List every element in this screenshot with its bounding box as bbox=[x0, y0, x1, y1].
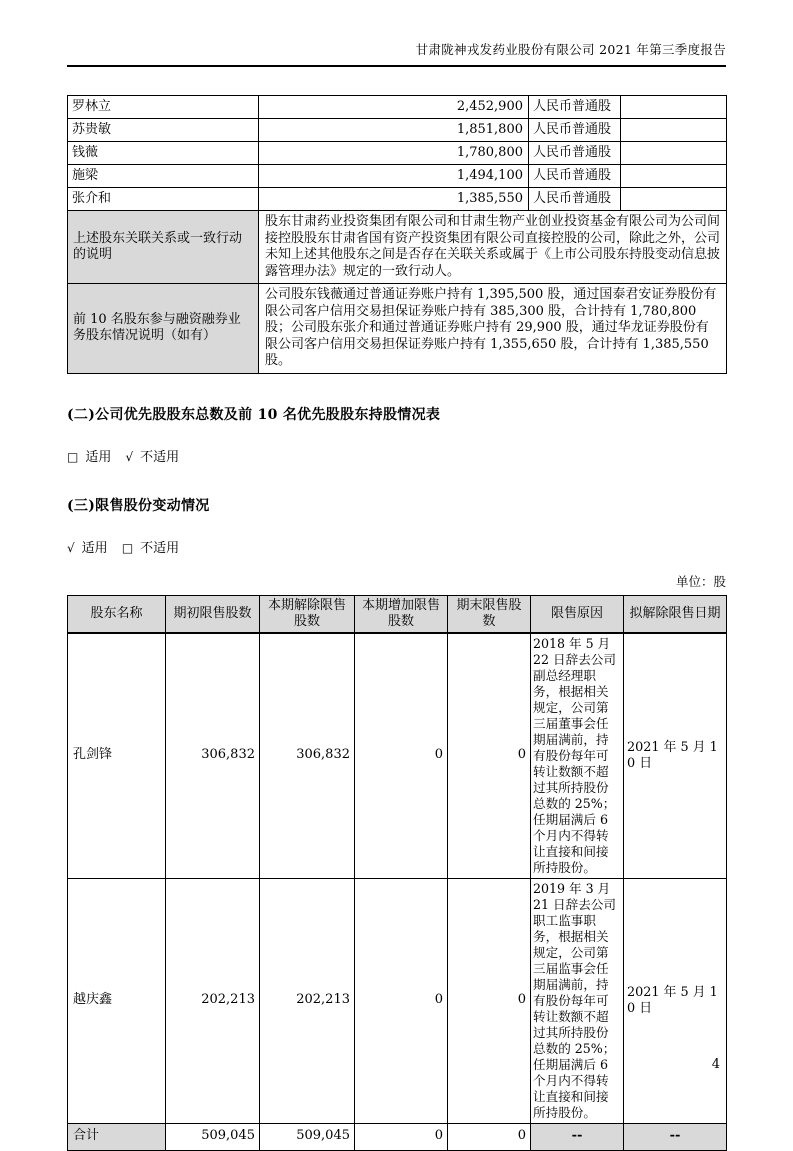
planned-release-date: 2021 年 5 月 10 日 bbox=[624, 878, 727, 1123]
relation-text: 股东甘肃药业投资集团有限公司和甘肃生物产业创业投资基金有限公司为公司间接控股股东甘肃省国有资产投资集团有限公司直接控股的公司，除此之外，公司未知上述其他股东之间是否存在关联关系或属于《上市公司股东持股变动信息披露管理办法》规定的一致行动人。 bbox=[259, 211, 727, 284]
shareholder-name: 张介和 bbox=[68, 188, 259, 211]
shareholder-name: 孔剑锋 bbox=[68, 633, 166, 879]
applicable-label: 适用 bbox=[85, 449, 112, 465]
section-title-restricted-shares: (三)限售股份变动情况 bbox=[67, 497, 210, 514]
margin-trading-row bbox=[68, 284, 727, 374]
added-shares: 0 bbox=[355, 633, 448, 879]
share-count: 1,494,100 bbox=[259, 165, 529, 188]
table-row bbox=[68, 119, 727, 142]
checkbox-unchecked-icon: □ bbox=[121, 540, 134, 555]
table-row bbox=[68, 165, 727, 188]
applicability-preferred bbox=[67, 446, 726, 465]
total-released: 509,045 bbox=[260, 1123, 355, 1150]
total-ending: 0 bbox=[448, 1123, 531, 1150]
total-reason-placeholder: -- bbox=[531, 1123, 624, 1150]
not-applicable-label: 不适用 bbox=[140, 540, 180, 556]
shareholder-name: 越庆鑫 bbox=[68, 878, 166, 1123]
table-row bbox=[68, 633, 727, 879]
total-initial: 509,045 bbox=[166, 1123, 260, 1150]
share-type: 人民币普通股 bbox=[529, 188, 621, 211]
initial-restricted-shares: 306,832 bbox=[166, 633, 260, 879]
page-number: 4 bbox=[711, 1057, 720, 1072]
empty-cell bbox=[621, 142, 727, 165]
share-type: 人民币普通股 bbox=[529, 165, 621, 188]
empty-cell bbox=[621, 119, 727, 142]
not-applicable-label: 不适用 bbox=[140, 449, 180, 465]
empty-cell bbox=[621, 165, 727, 188]
column-header: 拟解除限售日期 bbox=[624, 595, 727, 633]
initial-restricted-shares: 202,213 bbox=[166, 878, 260, 1123]
added-shares: 0 bbox=[355, 878, 448, 1123]
share-count: 1,780,800 bbox=[259, 142, 529, 165]
checkbox-unchecked-icon: □ bbox=[67, 449, 79, 464]
column-header: 本期解除限售股数 bbox=[260, 595, 355, 633]
applicability-restricted bbox=[67, 537, 726, 556]
total-date-placeholder: -- bbox=[624, 1123, 727, 1150]
restriction-reason: 2018 年 5 月 22 日辞去公司副总经理职务，根据相关规定，公司第三届董事会任期届满前，持有股份每年可转让数额不超过其所持股份总数的 25%；任期届满后 6 个月内不得转让直接和间接所持股份。 bbox=[531, 633, 624, 879]
restriction-reason: 2019 年 3 月 21 日辞去公司职工监事职务，根据相关规定，公司第三届监事会任期届满前，持有股份每年可转让数额不超过其所持股份总数的 25%；任期届满后 6 个月内不得转让直接和间接所持股份。 bbox=[531, 878, 624, 1123]
page-header bbox=[67, 40, 726, 67]
table-row bbox=[68, 188, 727, 211]
released-shares: 306,832 bbox=[260, 633, 355, 879]
table-row bbox=[68, 142, 727, 165]
column-header: 限售原因 bbox=[531, 595, 624, 633]
share-type: 人民币普通股 bbox=[529, 142, 621, 165]
shareholder-name: 钱薇 bbox=[68, 142, 259, 165]
shareholder-name: 苏贵敏 bbox=[68, 119, 259, 142]
unit-label: 单位：股 bbox=[675, 573, 726, 589]
total-added: 0 bbox=[355, 1123, 448, 1150]
column-header: 股东名称 bbox=[68, 595, 166, 633]
share-count: 2,452,900 bbox=[259, 96, 529, 119]
ending-restricted-shares: 0 bbox=[448, 633, 531, 879]
relation-label: 上述股东关联关系或一致行动的说明 bbox=[68, 211, 259, 284]
share-type: 人民币普通股 bbox=[529, 119, 621, 142]
table-header-row bbox=[68, 595, 727, 633]
shareholder-name: 施梁 bbox=[68, 165, 259, 188]
column-header: 期末限售股数 bbox=[448, 595, 531, 633]
margin-trading-text: 公司股东钱薇通过普通证券账户持有 1,395,500 股，通过国泰君安证券股份有限公司客户信用交易担保证券账户持有 385,300 股，合计持有 1,780,800 股；公司股东张介和通过普通证券账户持有 29,900 股，通过华龙证券股份有限公司客户信用交易担保证券账户持有 1,355,650 股，合计持有 1,385,550 股。 bbox=[259, 284, 727, 374]
relation-row bbox=[68, 211, 727, 284]
section-title-preferred-shares: (二)公司优先股股东总数及前 10 名优先股股东持股情况表 bbox=[67, 406, 441, 423]
ending-restricted-shares: 0 bbox=[448, 878, 531, 1123]
share-count: 1,851,800 bbox=[259, 119, 529, 142]
check-icon: √ bbox=[67, 540, 75, 555]
applicable-label: 适用 bbox=[81, 540, 108, 556]
share-type: 人民币普通股 bbox=[529, 96, 621, 119]
share-count: 1,385,550 bbox=[259, 188, 529, 211]
check-icon: √ bbox=[125, 449, 134, 464]
margin-trading-label: 前 10 名股东参与融资融券业务股东情况说明（如有） bbox=[68, 284, 259, 374]
shareholder-name: 罗林立 bbox=[68, 96, 259, 119]
planned-release-date: 2021 年 5 月 10 日 bbox=[624, 633, 727, 879]
released-shares: 202,213 bbox=[260, 878, 355, 1123]
empty-cell bbox=[621, 188, 727, 211]
table-row bbox=[68, 96, 727, 119]
table-row bbox=[68, 878, 727, 1123]
column-header: 期初限售股数 bbox=[166, 595, 260, 633]
restricted-shares-table bbox=[67, 595, 727, 1151]
total-label: 合计 bbox=[68, 1123, 166, 1150]
empty-cell bbox=[621, 96, 727, 119]
shareholder-table bbox=[67, 95, 727, 374]
column-header: 本期增加限售股数 bbox=[355, 595, 448, 633]
total-row bbox=[68, 1123, 727, 1150]
document-title: 甘肃陇神戎发药业股份有限公司 2021 年第三季度报告 bbox=[415, 42, 726, 57]
